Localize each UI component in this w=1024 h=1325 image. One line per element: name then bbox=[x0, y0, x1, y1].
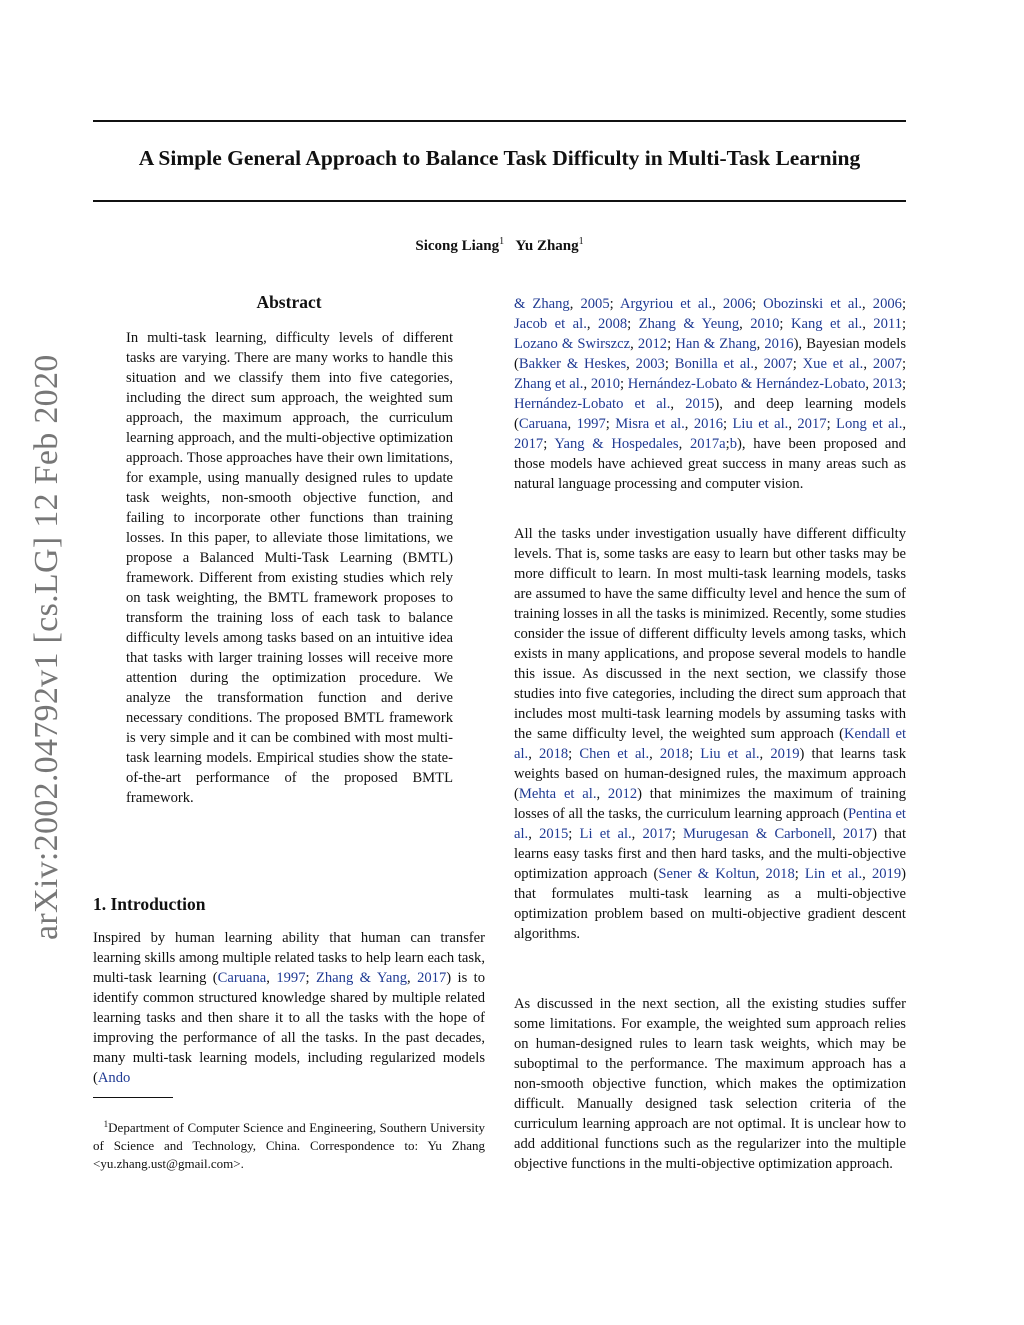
citation-link[interactable]: 2017a bbox=[689, 436, 726, 452]
text-run: , bbox=[788, 416, 798, 432]
paper-title: A Simple General Approach to Balance Task Difficulty in Multi-Task Learning bbox=[138, 146, 861, 170]
text-run: ; bbox=[901, 316, 907, 332]
text-run: ), Bayesian models ( bbox=[514, 336, 907, 372]
text-run: ; bbox=[752, 296, 764, 312]
citation-link[interactable]: 2006 bbox=[872, 296, 902, 312]
text-run: , bbox=[684, 416, 694, 432]
citation-link[interactable]: Zhang & Yeung bbox=[638, 316, 740, 332]
citation-link[interactable]: 2012 bbox=[637, 336, 668, 352]
text-run: ; bbox=[627, 316, 639, 332]
intro-paragraph-1-continued bbox=[514, 294, 906, 494]
citation-link[interactable]: 2018 bbox=[659, 746, 690, 762]
citation-link[interactable]: 2017 bbox=[642, 826, 672, 842]
title-bottom-rule bbox=[93, 200, 906, 202]
text-run: ; bbox=[723, 416, 733, 432]
citation-link[interactable]: Bonilla et al. bbox=[674, 356, 755, 372]
text-run: ; bbox=[605, 416, 616, 432]
text-run: , bbox=[759, 746, 771, 762]
intro-paragraph-3: As discussed in the next section, all the existing studies suffer some limitations. For example, the weighted sum approach relies on human-designed rules to learn task weights, which may be suboptimal to the performance. The maximum approach has a non-smooth objective function, which makes the optimization difficult. Manually designed task selection criteria of the curriculum learning approach are not optimal. It is unclear how to add additional functions such as the regularizer into the multiple objective functions in the multi-objective optimization approach. bbox=[514, 996, 906, 1172]
text-run: ) that learns task weights based on human-designed rules, the maximum approach ( bbox=[514, 746, 906, 802]
text-run: ; bbox=[664, 356, 675, 372]
text-run: , bbox=[528, 826, 540, 842]
text-run: , bbox=[586, 316, 598, 332]
citation-link[interactable]: b bbox=[729, 436, 737, 452]
citation-link[interactable]: 2012 bbox=[607, 786, 638, 802]
citation-link[interactable]: Mehta et al. bbox=[518, 786, 597, 802]
arxiv-watermark: arXiv:2002.04792v1 [cs.LG] 12 Feb 2020 bbox=[28, 354, 65, 940]
citation-link[interactable]: 2007 bbox=[763, 356, 793, 372]
text-run: , bbox=[863, 356, 873, 372]
text-run: , bbox=[631, 826, 643, 842]
text-run: , bbox=[407, 970, 418, 986]
citation-link[interactable]: Argyriou et al. bbox=[619, 296, 713, 312]
text-run: , bbox=[630, 336, 638, 352]
citation-link[interactable]: Han & Zhang bbox=[675, 336, 757, 352]
text-run: ; bbox=[779, 316, 791, 332]
text-run: , bbox=[902, 416, 907, 432]
text-run: ; bbox=[620, 376, 628, 392]
citation-link[interactable]: 2017 bbox=[842, 826, 873, 842]
abstract-heading: Abstract bbox=[256, 292, 322, 312]
citation-link[interactable]: 1997 bbox=[276, 970, 306, 986]
citation-link[interactable]: Obozinski et al. bbox=[763, 296, 863, 312]
intro-paragraph-2 bbox=[514, 524, 906, 944]
citation-link[interactable]: Kang et al. bbox=[790, 316, 863, 332]
text-run: ) that minimizes the maximum of training losses of all the tasks, the curriculum learning approach ( bbox=[514, 786, 906, 822]
text-run: ; bbox=[568, 746, 580, 762]
text-run: ; bbox=[901, 296, 907, 312]
text-run: , bbox=[528, 746, 539, 762]
abstract-text: In multi-task learning, difficulty levels of different tasks are varying. There are many works to handle this situation and we classify them into five categories, including the direct sum approach, the weighted sum approach, the maximum approach, the curriculum learning approach, and the multi-objective optimization approach. Those approaches have their own limitations, for example, using manually designed rules to update task weights, non-smooth objective function, and failing to incorporate other functions than training losses. In this paper, to alleviate those limitations, we propose a Balanced Multi-Task Learning (BMTL) framework. Different from existing studies which rely on task weighting, the BMTL framework proposes to transform the training loss of each task to balance difficulty levels among tasks based on an intuitive idea that tasks with larger training losses will receive more attention during the optimization procedure. We analyze the transformation function and derive necessary conditions. The proposed BMTL framework is very simple and it can be combined with most multi-task learning models. Empirical studies show the state-of-the-art performance of the proposed BMTL framework. bbox=[126, 330, 453, 806]
text-run: ; bbox=[689, 746, 701, 762]
text-run: , bbox=[862, 866, 872, 882]
section-heading-introduction: 1. Introduction bbox=[93, 894, 206, 914]
affiliation-mark: 1 bbox=[499, 236, 505, 247]
citation-link[interactable]: Hernández-Lobato & Hernández-Lobato bbox=[627, 376, 866, 392]
citation-link[interactable]: Misra et al. bbox=[615, 416, 685, 432]
author-name: Sicong Liang bbox=[415, 238, 500, 254]
footnote-rule bbox=[93, 1097, 173, 1098]
citation-link[interactable]: 1997 bbox=[576, 416, 606, 432]
text-run: , bbox=[649, 746, 660, 762]
citation-link[interactable]: Sener & Koltun bbox=[658, 866, 756, 882]
citation-link[interactable]: Yang & Hospedales bbox=[554, 436, 679, 452]
citation-link[interactable]: Caruana bbox=[518, 416, 568, 432]
text-run: ), have been proposed and those models have achieved great success in many areas such as natural language processing and computer vision. bbox=[514, 436, 906, 492]
citation-link[interactable]: 2015 bbox=[539, 826, 569, 842]
citation-link[interactable]: 2019 bbox=[770, 746, 800, 762]
citation-link[interactable]: 2019 bbox=[871, 866, 902, 882]
author-name: Yu Zhang bbox=[515, 238, 579, 254]
text-run: , bbox=[567, 416, 577, 432]
text-run: , bbox=[596, 786, 608, 802]
text-run: ) is to identify common structured knowledge shared by multiple related learning tasks and then share it to all the tasks with the hope of improving the performance of all the tasks. In the past decades, many multi-task learning models, including regularized models ( bbox=[93, 970, 485, 1086]
text-run: ; bbox=[902, 356, 907, 372]
text-run: All the tasks under investigation usually have different difficulty levels. That is, some tasks are easy to learn but other tasks may be more difficult to learn. In most multi-task learning models, tasks are assumed to have the same difficulty level and hence the sum of training losses in all the tasks is minimized. Recently, some studies consider the issue of different difficulty levels among tasks, which exists in many applications, and propose several models to handle this issue. As discussed in the next section, we classify those studies into five categories, including the direct sum approach that includes most multi-task learning models by assuming tasks with the same difficulty level, the weighted sum approach ( bbox=[514, 526, 906, 742]
citation-link[interactable]: Jacob et al. bbox=[514, 316, 587, 332]
text-run: ; bbox=[901, 376, 907, 392]
text-run: ; bbox=[609, 296, 620, 312]
citation-link[interactable]: 2016 bbox=[764, 336, 794, 352]
citation-link[interactable]: 2017 bbox=[514, 436, 544, 452]
text-run: , bbox=[862, 296, 873, 312]
citation-link[interactable]: 2013 bbox=[872, 376, 902, 392]
text-run: , bbox=[569, 296, 581, 312]
text-run: , bbox=[712, 296, 723, 312]
citation-link[interactable]: Zhang & Yang bbox=[315, 970, 408, 986]
text-run: ; bbox=[543, 436, 555, 452]
text-run: , bbox=[865, 376, 873, 392]
citation-link[interactable]: 2003 bbox=[635, 356, 665, 372]
citation-link[interactable]: Liu et al. bbox=[732, 416, 789, 432]
text-run: ; bbox=[305, 970, 316, 986]
citation-link[interactable]: Liu et al. bbox=[700, 746, 760, 762]
citation-link[interactable]: 2008 bbox=[597, 316, 628, 332]
text-run: , bbox=[678, 436, 690, 452]
text-run: , bbox=[832, 826, 843, 842]
text-run: , bbox=[670, 396, 686, 412]
citation-link[interactable]: Lozano & Swirszcz bbox=[514, 336, 631, 352]
text-run: , bbox=[756, 336, 765, 352]
text-run: , bbox=[739, 316, 751, 332]
text-run: , bbox=[266, 970, 277, 986]
affiliation-mark: 1 bbox=[578, 236, 584, 247]
footnote-text: Department of Computer Science and Engineering, Southern University of Science and Technology, China. Correspondence to: Yu Zhang <yu.zhang.ust@gmail.com>. bbox=[93, 1120, 486, 1171]
footnote bbox=[93, 1115, 485, 1173]
text-run: Inspired by human learning ability that human can transfer learning skills among multiple related tasks to help learn each task, multi-task learning ( bbox=[93, 930, 485, 986]
text-run: ), and deep learning models ( bbox=[514, 396, 907, 432]
citation-link[interactable]: Kendall et al. bbox=[514, 726, 906, 762]
citation-link[interactable]: & Zhang bbox=[514, 296, 570, 312]
citation-link[interactable]: 2010 bbox=[590, 376, 621, 392]
text-run: ; bbox=[671, 826, 683, 842]
citation-link[interactable]: Xue et al. bbox=[802, 356, 864, 372]
citation-link[interactable]: 2017 bbox=[797, 416, 827, 432]
footnote-mark: 1 bbox=[103, 1119, 109, 1129]
text-run: , bbox=[754, 356, 764, 372]
citation-link[interactable]: Chen et al. bbox=[579, 746, 650, 762]
citation-link[interactable]: Murugesan & Carbonell bbox=[683, 826, 832, 842]
text-run: ) that learns easy tasks first and then hard tasks, and the multi-objective optimization approach ( bbox=[514, 826, 907, 882]
text-run: , bbox=[862, 316, 874, 332]
text-run: ; bbox=[725, 436, 730, 452]
text-run: ; bbox=[826, 416, 837, 432]
citation-link[interactable]: 2007 bbox=[872, 356, 902, 372]
citation-link[interactable]: 2010 bbox=[750, 316, 780, 332]
text-run: ; bbox=[568, 826, 580, 842]
citation-link[interactable]: Pentina et al. bbox=[514, 806, 906, 842]
citation-link[interactable]: Lin et al. bbox=[804, 866, 863, 882]
citation-link[interactable]: Zhang et al. bbox=[514, 376, 584, 392]
citation-link[interactable]: 2006 bbox=[722, 296, 753, 312]
citation-link[interactable]: Bakker & Heskes bbox=[518, 356, 627, 372]
citation-link[interactable]: 2011 bbox=[873, 316, 902, 332]
citation-link[interactable]: 2017 bbox=[417, 970, 447, 986]
text-run: ; bbox=[794, 866, 805, 882]
citation-link[interactable]: 2016 bbox=[693, 416, 724, 432]
intro-paragraph-1 bbox=[93, 928, 485, 1088]
text-run: , bbox=[626, 356, 636, 372]
top-rule bbox=[93, 120, 906, 122]
text-run: ) that formulates multi-task learning as a multi-objective optimization problem based on multi-objective gradient descent algorithms. bbox=[514, 866, 907, 942]
author-list bbox=[93, 236, 906, 255]
text-run: ; bbox=[792, 356, 803, 372]
text-run: , bbox=[755, 866, 766, 882]
citation-link[interactable]: 2018 bbox=[538, 746, 569, 762]
citation-link[interactable]: Li et al. bbox=[579, 826, 632, 842]
text-run: , bbox=[583, 376, 591, 392]
citation-link[interactable]: 2018 bbox=[765, 866, 795, 882]
citation-link[interactable]: 2015 bbox=[685, 396, 715, 412]
citation-link[interactable]: Hernández-Lobato et al. bbox=[514, 396, 671, 412]
text-run: ; bbox=[667, 336, 676, 352]
citation-link[interactable]: Caruana bbox=[217, 970, 267, 986]
citation-link[interactable]: Ando bbox=[97, 1070, 131, 1086]
citation-link[interactable]: Long et al. bbox=[836, 416, 903, 432]
citation-link[interactable]: 2005 bbox=[580, 296, 610, 312]
